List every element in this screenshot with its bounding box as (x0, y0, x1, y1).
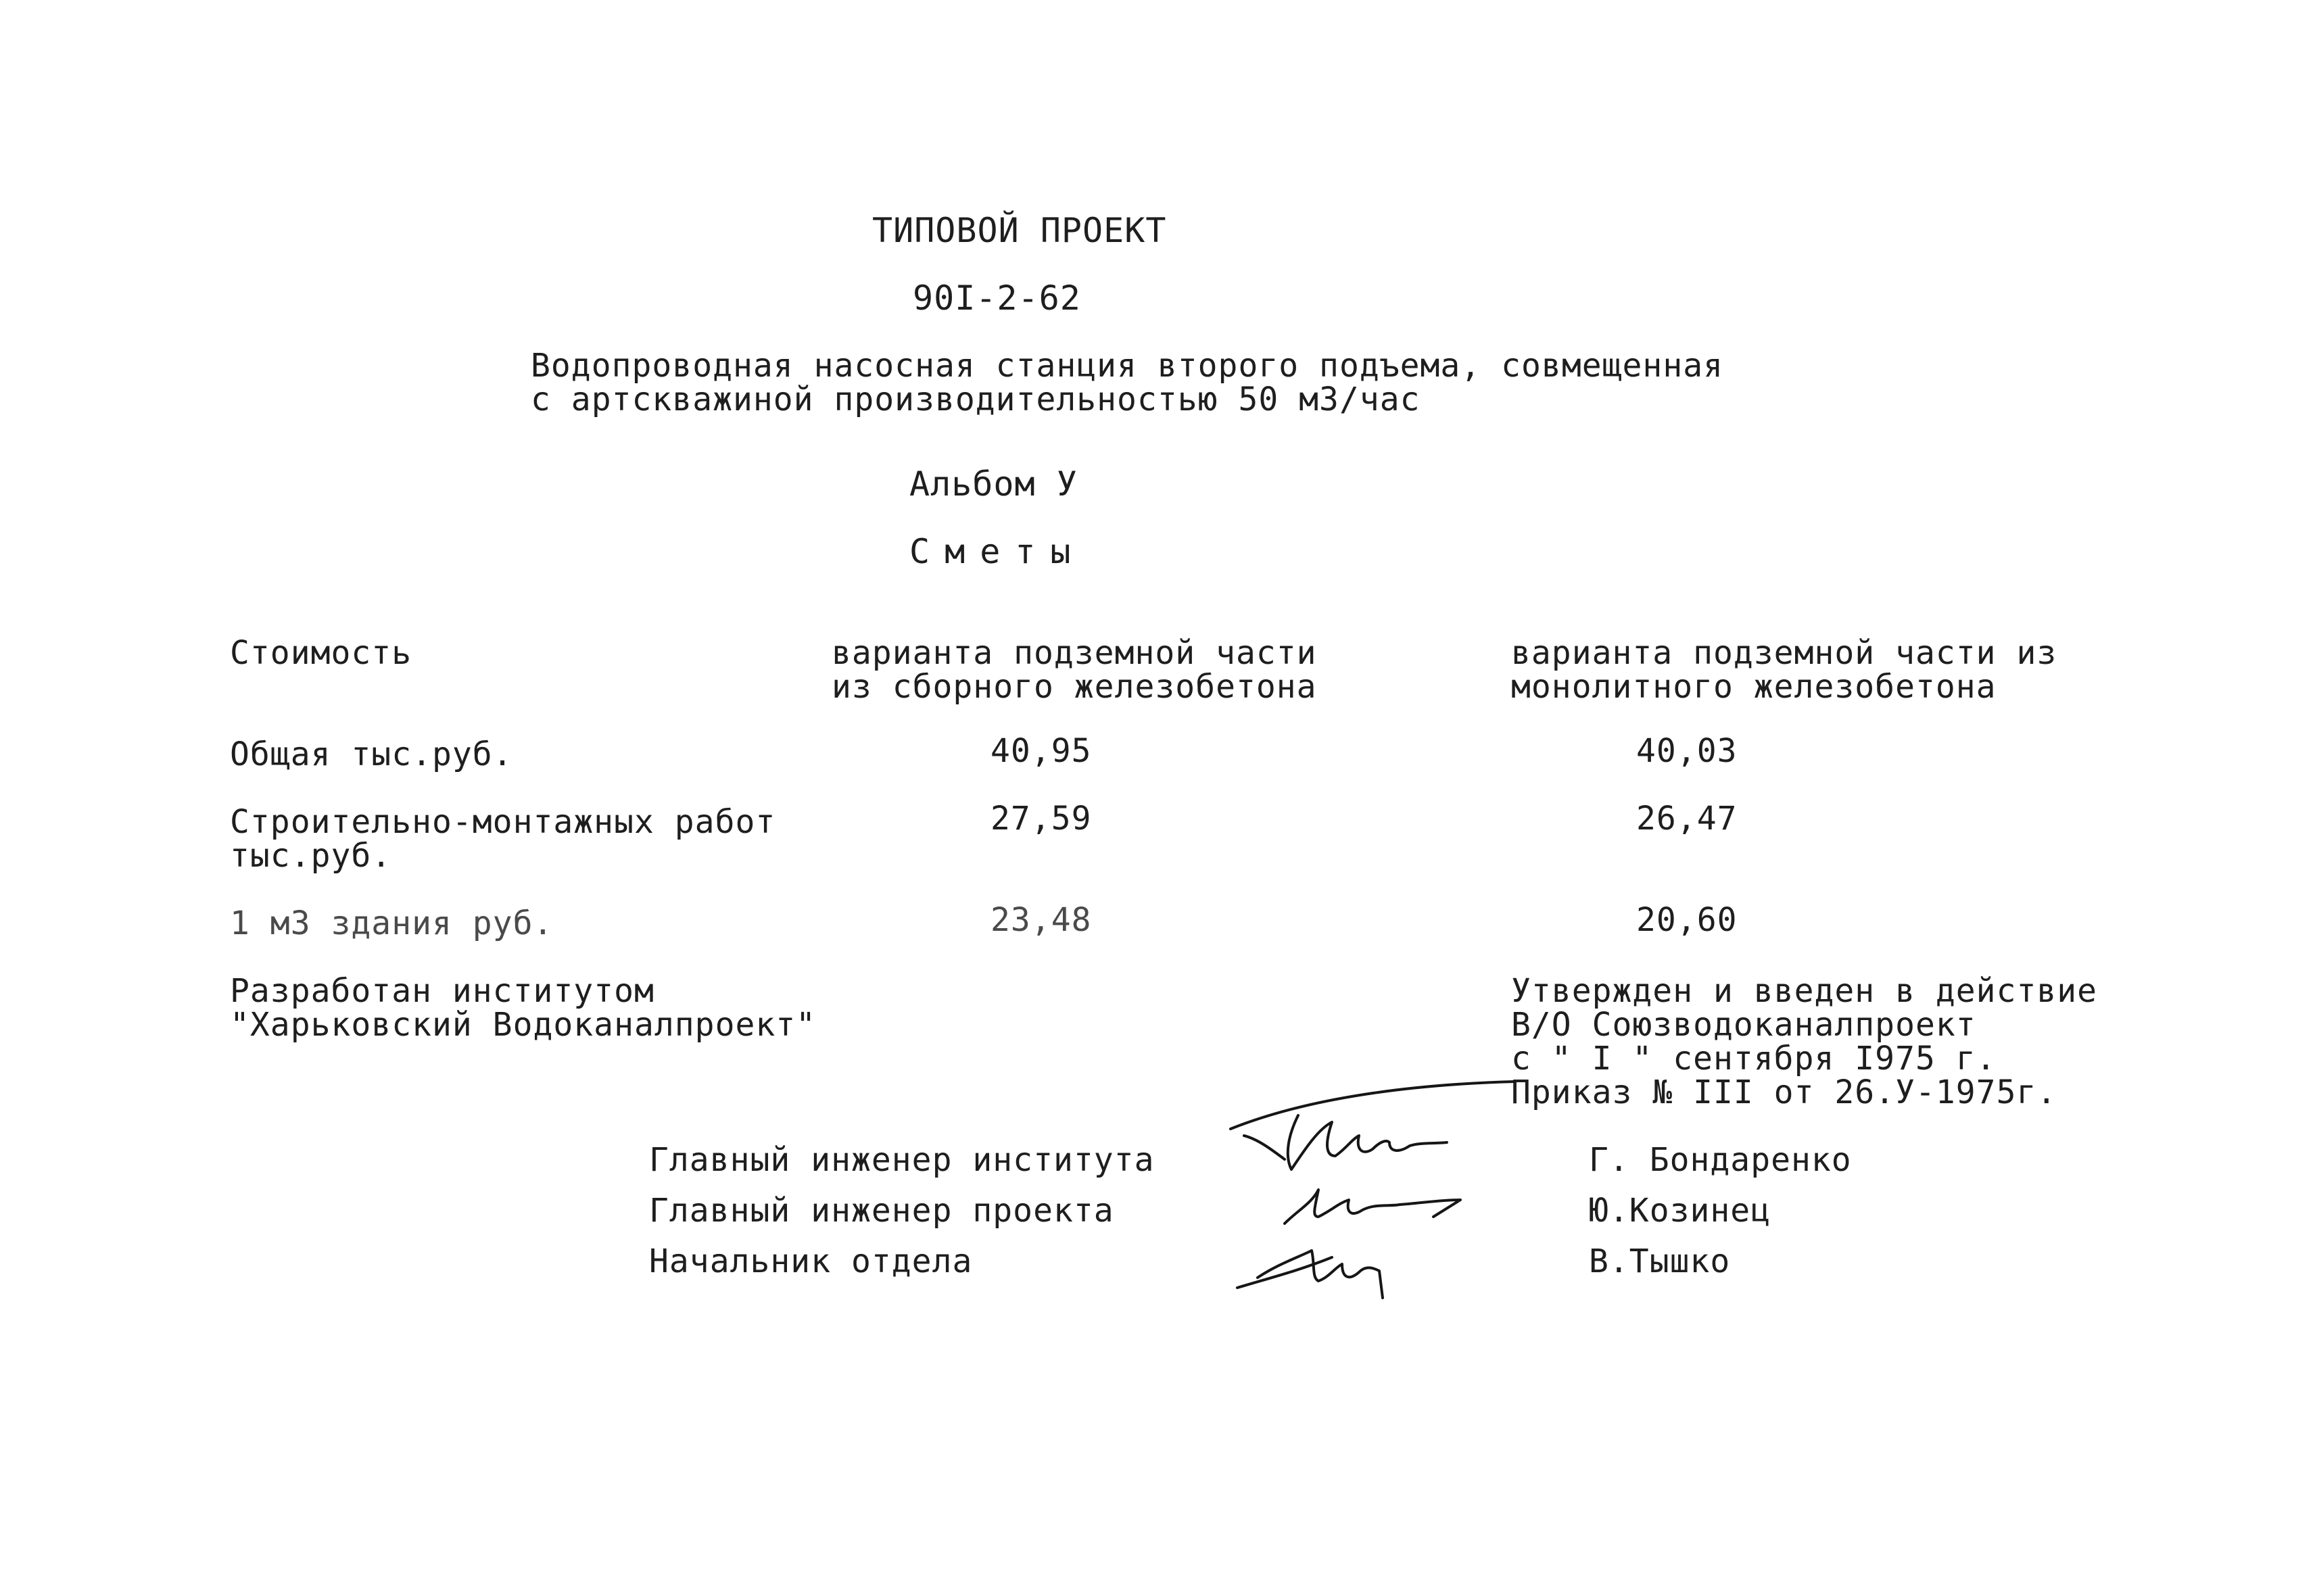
cost-column-label: Стоимость (230, 634, 412, 672)
document-type-heading: ТИПОВОЙ ПРОЕКТ (872, 211, 1167, 250)
signatory-position-3: Начальник отдела (649, 1242, 973, 1280)
row-construction-label-line-2: тыс.руб. (230, 837, 392, 875)
row-per-m3-value-a: 23,48 (991, 901, 1092, 939)
variant-b-header-line-1: варианта подземной части из (1511, 634, 2057, 672)
approval-line-2: В/О Союзводоканалпроект (1511, 1006, 1976, 1044)
row-total-value-b: 40,03 (1636, 732, 1738, 770)
signature-2 (1285, 1190, 1460, 1224)
row-per-m3-label: 1 м3 здания руб. (230, 904, 554, 942)
row-total-label: Общая тыс.руб. (230, 735, 513, 773)
row-per-m3-value-b: 20,60 (1636, 901, 1738, 939)
signature-3 (1237, 1251, 1383, 1298)
album-label: Альбом У (909, 464, 1078, 504)
signatures-handwritten (1217, 1055, 1542, 1311)
approval-line-3: с " I " сентября I975 г. (1511, 1040, 1997, 1078)
variant-a-header-line-2: из сборного железобетона (832, 668, 1317, 706)
row-construction-label-line-1: Строительно-монтажных работ (230, 803, 776, 841)
signatory-name-2: Ю.Козинец (1589, 1192, 1771, 1230)
signatory-position-1: Главный инженер института (649, 1141, 1155, 1179)
project-number: 90I-2-62 (913, 279, 1081, 318)
row-construction-value-b: 26,47 (1636, 800, 1738, 838)
developer-line-2: "Харьковский Водоканалпроект" (230, 1006, 817, 1044)
approval-line-1: Утвержден и введен в действие (1511, 972, 2098, 1010)
signatory-name-3: В.Тышко (1589, 1242, 1731, 1280)
signatory-position-2: Главный инженер проекта (649, 1192, 1114, 1230)
row-total-value-a: 40,95 (991, 732, 1092, 770)
project-title-line-1: Водопроводная насосная станция второго подъема, совмещенная (531, 347, 1724, 385)
signature-1 (1231, 1082, 1514, 1169)
variant-b-header-line-2: монолитного железобетона (1511, 668, 1997, 706)
developer-line-1: Разработан институтом (230, 972, 654, 1010)
section-title: Сметы (909, 532, 1086, 571)
approval-line-4: Приказ № III от 26.У-1975г. (1511, 1073, 2057, 1111)
row-construction-value-a: 27,59 (991, 800, 1092, 838)
project-title-line-2: с артскважиной производительностью 50 м3/час (531, 381, 1421, 418)
signatory-name-1: Г. Бондаренко (1589, 1141, 1852, 1179)
variant-a-header-line-1: варианта подземной части (832, 634, 1317, 672)
